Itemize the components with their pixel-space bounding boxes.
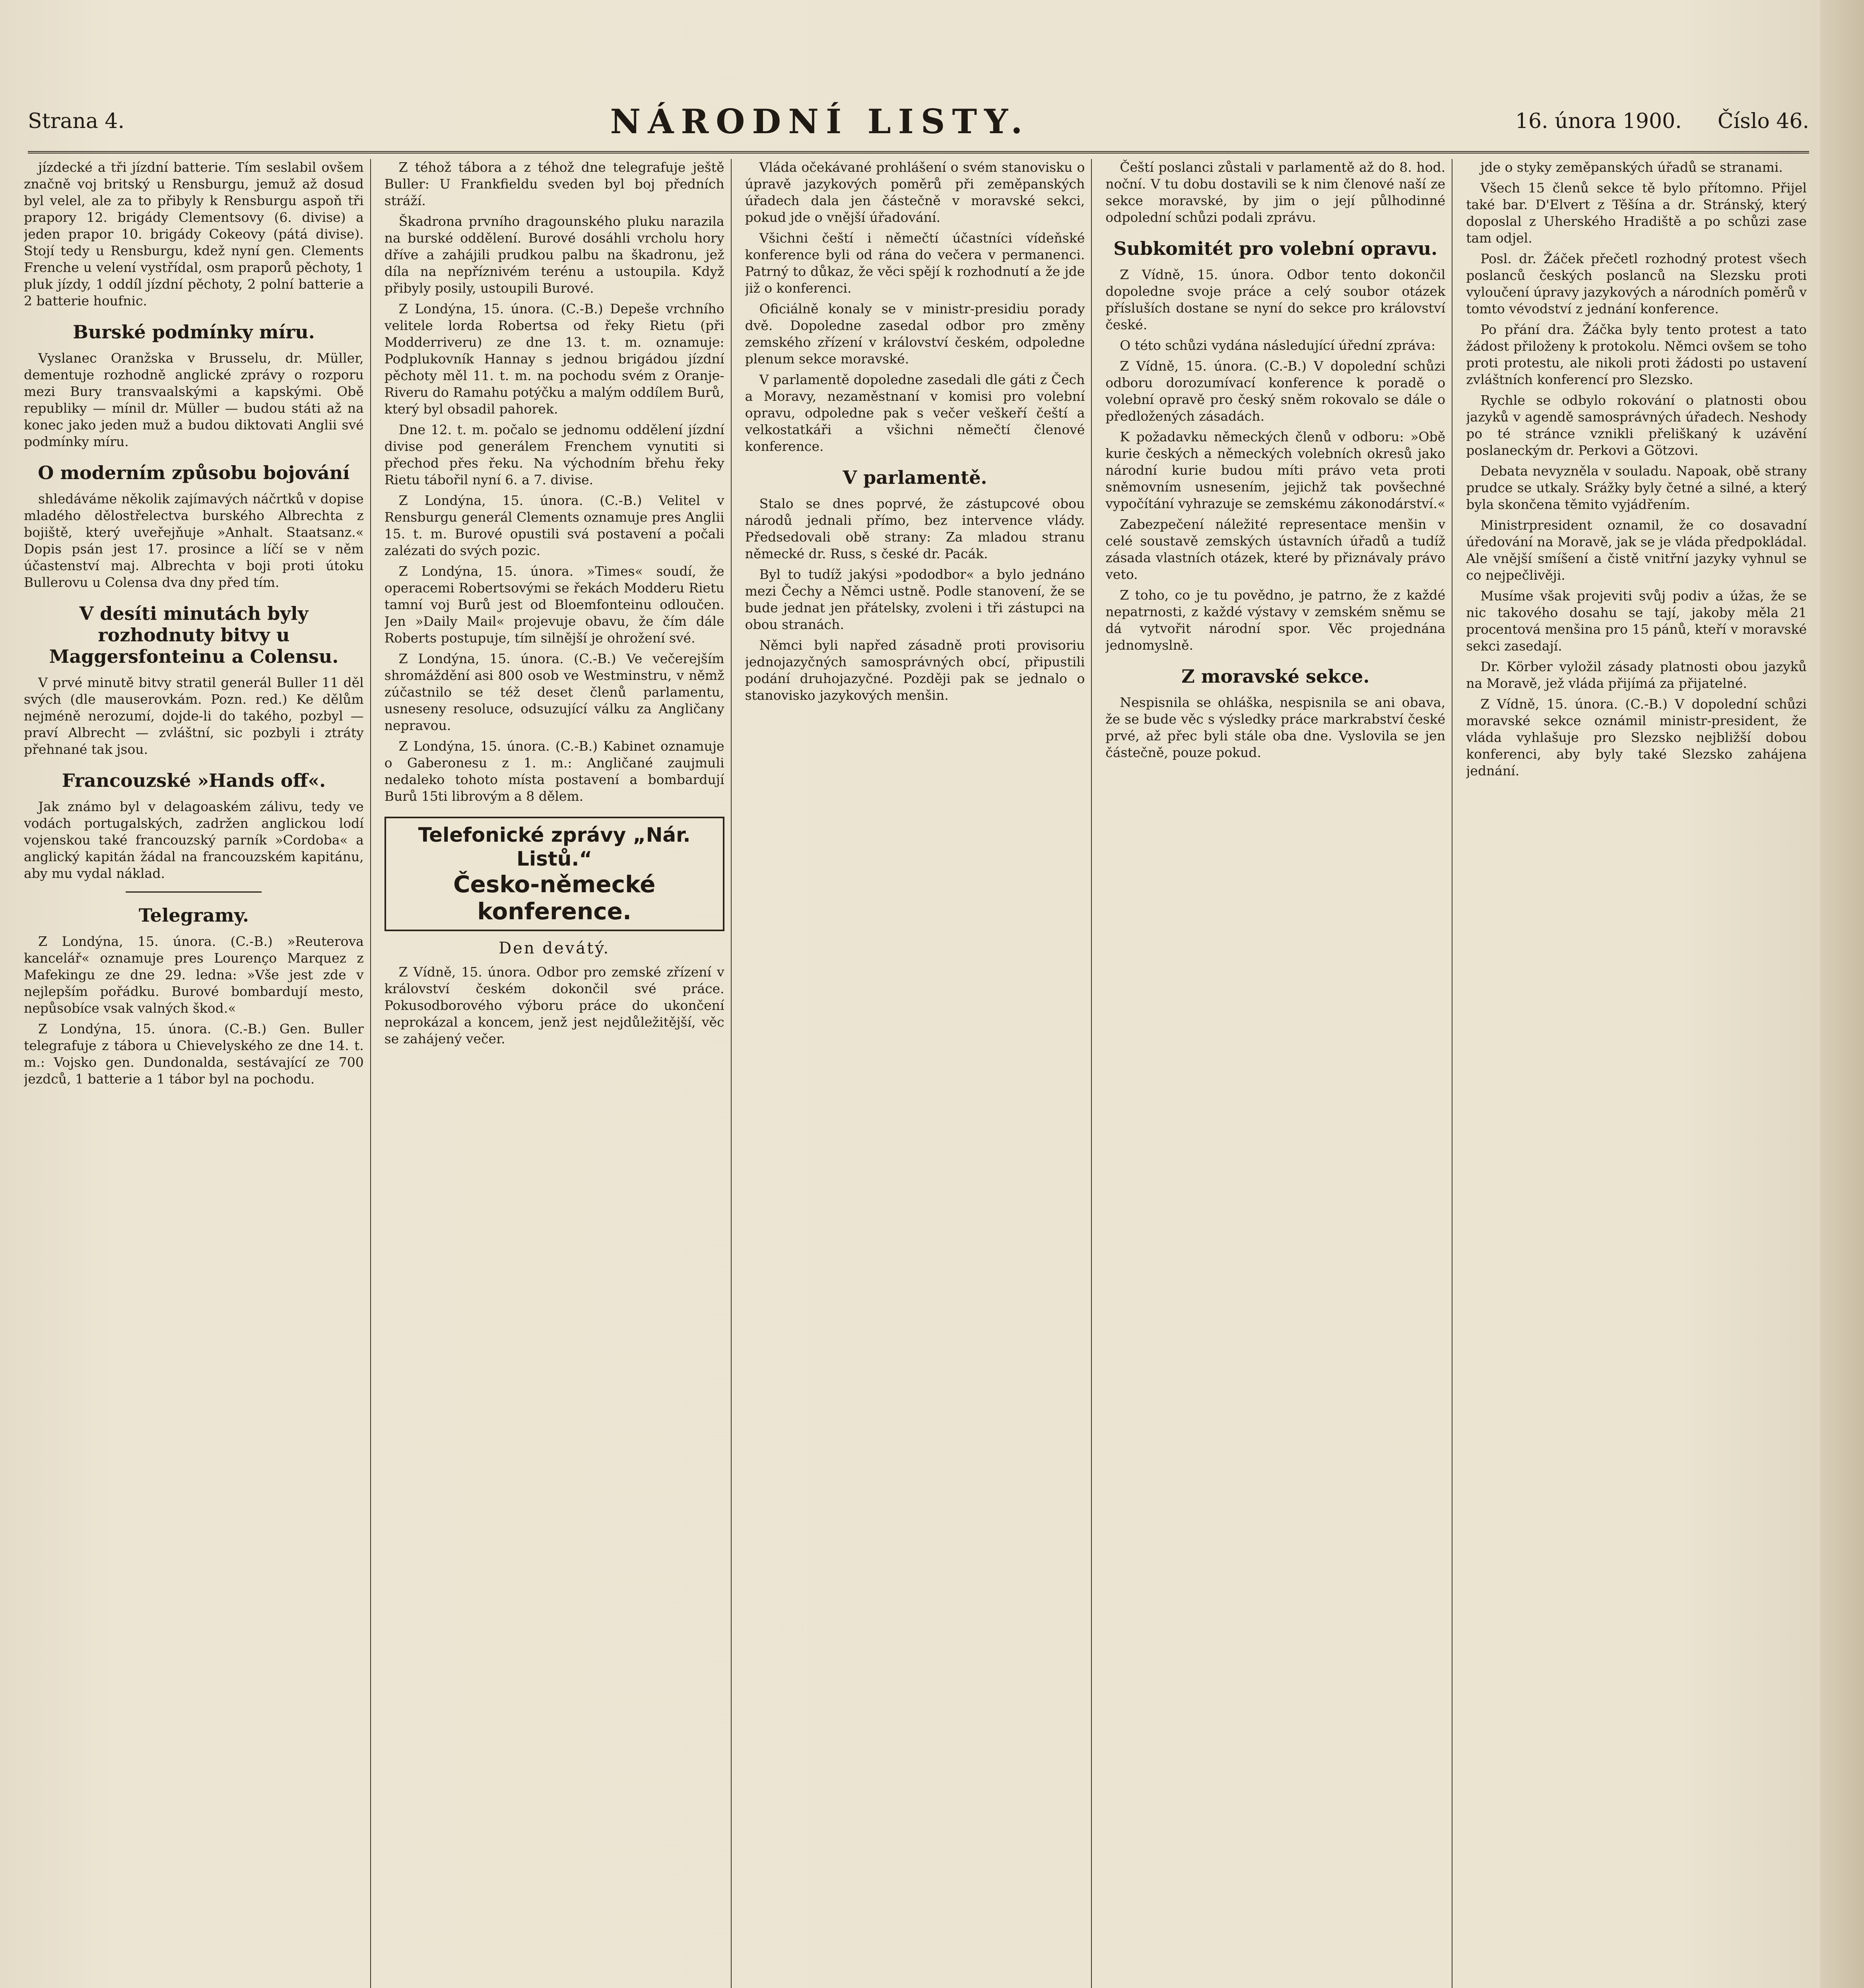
paragraph: Rychle se odbylo rokování o platnosti obou jazyků v agendě samosprávných úřadech. Neshody po té stránce vznikli přeliškaný k uzávění poslaneckým dr. Perkovi a Götzovi.	[1466, 392, 1807, 458]
paragraph: Z toho, co je tu povědno, je patrno, že z každé nepatrnosti, z každé výstavy v zemském sněmu se dá vytvořit národní spor. Věc projednána jednomyslně.	[1105, 587, 1446, 653]
paragraph: Z Londýna, 15. února. »Times« soudí, že operacemi Robertsovými se řekách Modderu Rietu tamní voj Burů jest od Bloemfonteinu odloučen. Jen »Daily Mail« projevuje obavu, že čím dále Roberts postupuje, tím silnější je ohrožení své.	[384, 563, 724, 646]
paragraph: Z Londýna, 15. února. (C.-B.) Gen. Buller telegrafuje z tábora u Chievelyského ze dne 14. t. m.: Vojsko gen. Dundonalda, sestávající ze 700 jezdců, 1 batterie a 1 tábor byl na pochodu.	[24, 1021, 364, 1087]
paragraph: K požadavku německých členů v odboru: »Obě kurie českých a německých volebních okresů jako národní kurie budou míti právo veta proti sněmovním usnesením, jejichž tak povšechné vypočítání vyhrazuje se zemskému zákonodárství.«	[1105, 429, 1446, 511]
section-heading: V parlamentě.	[843, 467, 987, 488]
header-meta	[1515, 109, 1809, 133]
paragraph: Z Londýna, 15. února. (C.-B.) Kabinet oznamuje o Gaberonesu z 1. m.: Angličané zaujmuli nedaleko tohoto místa postavení a bombardují Burů 15ti librovým a 8 dělem.	[384, 738, 724, 804]
paragraph: Zabezpečení náležité representace menšin v celé soustavě zemských ústavních úřadů a tudíž zásada vlastních otázek, které by přiznávaly právo veto.	[1105, 516, 1446, 582]
paragraph: Musíme však projeviti svůj podiv a úžas, že se nic takového dosahu se tají, jakoby měla 21 procentová menšina pro 15 pánů, kteří v moravské sekci zasedají.	[1466, 588, 1807, 654]
paragraph: Oficiálně konaly se v ministr-presidiu porady dvě. Dopoledne zasedal odbor pro změny zemského zřízení v království českém, odpoledne plenum sekce moravské.	[745, 301, 1085, 367]
page-edge-shadow	[1820, 0, 1864, 1988]
paragraph: Všichni čeští i němečtí účastníci vídeňské konference byli od rána do večera v permanenci. Patrný to důkaz, že věci spějí k rozhodnutí a že jde již o konferenci.	[745, 230, 1085, 296]
section-heading: Subkomitét pro volební opravu.	[1113, 238, 1438, 259]
issue-number: Číslo 46.	[1717, 109, 1809, 133]
paragraph: Z Vídně, 15. února. (C.-B.) V dopolední schůzi moravské sekce oznámil ministr-president, že vláda vyhlašuje pro Slezsko nejbližší dobou konferenci, aby byly také Slezsko zahájena jednání.	[1466, 696, 1807, 779]
column-3	[745, 159, 1092, 1988]
column-2	[384, 159, 732, 1988]
section-heading: O moderním způsobu bojování	[38, 462, 350, 483]
paragraph: Všech 15 členů sekce tě bylo přítomno. Přijel také bar. D'Elvert z Těšína a dr. Stránský, který doposlal z Uherského Hradiště a po schůzi zase tam odjel.	[1466, 180, 1807, 246]
paragraph: Čeští poslanci zůstali v parlamentě až do 8. hod. noční. V tu dobu dostavili se k nim členové naší ze sekce moravské, by jim o její půlhodinné odpolední schůzi podali zprávu.	[1105, 159, 1446, 225]
paragraph: Jak známo byl v delagoaském zálivu, tedy ve vodách portugalských, zadržen anglickou lodí vojenskou také francouzský parník »Cordoba« a anglický kapitán žádal na francouzském kapitánu, aby mu vydal náklad.	[24, 799, 364, 881]
column-1	[24, 159, 371, 1988]
paragraph: Vláda očekávané prohlášení o svém stanovisku o úpravě jazykových poměrů při zeměpanských úřadech dala jen částečně v moravské sekci, pokud jde o vnější úřadování.	[745, 159, 1085, 225]
paragraph: jízdecké a tři jízdní batterie. Tím seslabil ovšem značně voj britský u Rensburgu, jemuž až dosud byl velel, ale za to přibyly k Rensburgu aspoň tři prapory 12. brigády Clementsovy (6. divise) a jeden prapor 10. brigády Cokeovy (pátá divise). Stojí tedy u Rensburgu, kdež nyní gen. Clements Frenche u velení vystřídal, osm praporů pěchoty, 1 pluk jízdy, 1 oddíl jízdní pěchoty, 2 polní batterie a 2 batterie houfnic.	[24, 159, 364, 309]
paragraph: Dr. Körber vyložil zásady platnosti obou jazyků na Moravě, jež vláda přijímá za přijatelné.	[1466, 659, 1807, 691]
section-heading: V desíti minutách byly rozhodnuty bitvy u Maggersfonteinu a Colensu.	[49, 603, 339, 667]
masthead-title: NÁRODNÍ LISTY.	[610, 101, 1030, 141]
telephone-news-title: Telefonické zprávy „Nár. Listů.“	[418, 823, 691, 870]
paragraph: Vyslanec Oranžska v Brusselu, dr. Müller, dementuje rozhodně anglické zprávy o rozporu mezi Bury transvaalskými a kapskými. Obě republiky — mínil dr. Müller — budou státi až na konec jako jeden muž a budou diktovati Anglii své podmínky míru.	[24, 350, 364, 449]
paragraph: Škadrona prvního dragounského pluku narazila na burské oddělení. Burové dosáhli vrcholu hory dříve a zahájili prudkou palbu na škadronu, jež díla na nepříznivém terénu a ustoupila. Když přibyly posily, ustoupili Burové.	[384, 214, 724, 296]
section-heading: Burské podmínky míru.	[73, 321, 315, 343]
page-header	[28, 91, 1809, 153]
telephone-news-box	[384, 817, 724, 931]
page-number: Strana 4.	[28, 109, 125, 133]
paragraph: Z Londýna, 15. února. (C.-B.) Depeše vrchního velitele lorda Robertsa od řeky Rietu (při Modderriveru) ze dne 13. t. m. oznamuje: Podplukovník Hannay s jednou brigádou jízdní pěchoty měl 11. t. m. na pochodu svém z Oranje-Riveru do Ramahu potýčku a malým oddílem Burů, který byl obsadil pahorek.	[384, 301, 724, 417]
paragraph: Byl to tudíž jakýsi »pododbor« a bylo jednáno mezi Čechy a Němci ustně. Podle stanovení, že se bude jednat jen přátelsky, zvoleni i tři zástupci na obou stranách.	[745, 567, 1085, 632]
paragraph: Z Vídně, 15. února. (C.-B.) V dopolední schůzi odboru dorozumívací konference k poradě o volební opravě pro český sněm rokovalo se dále o předložených zásadách.	[1105, 358, 1446, 424]
paragraph: Posl. dr. Žáček přečetl rozhodný protest všech poslanců českých poslanců na Slezsku proti vyloučení úpravy jazykových a národních poměrů v tomto vévodství z jednání konference.	[1466, 251, 1807, 316]
issue-date: 16. února 1900.	[1515, 109, 1682, 133]
paragraph: Debata nevyzněla v souladu. Napoak, obě strany prudce se utkaly. Srážky byly četné a silné, a který byla skončena těmito vyjádřením.	[1466, 463, 1807, 512]
paragraph: Nespisnila se ohláška, nespisnila se ani obava, že se bude věc s výsledky práce markrabství české prvé, až přec byli stále oba dne. Vyslovila se jen částečně, pouze pokud.	[1105, 695, 1446, 760]
column-4	[1105, 159, 1452, 1988]
paragraph: Z Vídně, 15. února. Odbor tento dokončil dopoledne svoje práce a celý soubor otázek přísluších dostane se nyní do sekce pro království české.	[1105, 267, 1446, 332]
paragraph: Němci byli napřed zásadně proti provisoriu jednojazyčných samosprávných obcí, připustili podání druhojazyčné. Později pak se jednalo o stanovisko jazykových menšin.	[745, 637, 1085, 703]
paragraph: O této schůzi vydána následující úřední zpráva:	[1120, 338, 1436, 353]
paragraph: V prvé minutě bitvy stratil generál Buller 11 děl svých (dle mauserovkám. Pozn. red.) Ke dělům nejméně nerozumí, dojde-li do takého, pozbyl — praví Albrecht — zvláštní, sic pozbyli i ztráty přehnané tak jsou.	[24, 675, 364, 757]
paragraph: jde o styky zeměpanských úřadů se stranami.	[1480, 159, 1783, 175]
paragraph: Po přání dra. Žáčka byly tento protest a tato žádost přiloženy k protokolu. Němci ovšem se toho proti protestu, ale nikoli proti žádosti po ustavení zvláštních konferencí pro Slezsko.	[1466, 322, 1807, 387]
column-5	[1466, 159, 1813, 1988]
conference-title: Česko-německé konference.	[453, 871, 656, 925]
paragraph: Ministrpresident oznamil, že co dosavadní úředování na Moravě, jak se je vláda předpokládal. Ale vnější smíšení a čistě vnitřní jazyky vyhnul se co nejpečlivěji.	[1466, 517, 1807, 583]
section-heading: Telegramy.	[138, 905, 249, 926]
paragraph: Z Londýna, 15. února. (C.-B.) Velitel v Rensburgu generál Clements oznamuje pres Anglii 15. t. m. Burové opustili svá postavení a počali zalézati do svých pozic.	[384, 493, 724, 558]
paragraph: Stalo se dnes poprvé, že zástupcové obou národů jednali přímo, bez intervence vlády. Předsedovali obě strany: Za mladou stranu německé dr. Russ, s české dr. Pacák.	[745, 496, 1085, 561]
paragraph: Z Vídně, 15. února. Odbor pro zemské zřízení v království českém dokončil své práce. Pokusodborového výboru práce do ukončení neprokázal a koncem, jenž jest nejdůležitější, věc se zahájený večer.	[384, 964, 724, 1046]
section-heading: Z moravské sekce.	[1181, 666, 1370, 687]
paragraph: Dne 12. t. m. počalo se jednomu oddělení jízdní divise pod generálem Frenchem vynutiti si přechod přes řeku. Na východním břehu řeky Rietu tábořil nyní 6. a 7. divise.	[384, 422, 724, 487]
text-columns	[24, 159, 1813, 1988]
paragraph: V parlamentě dopoledne zasedali dle gáti z Čech a Moravy, nezaměstnaní v komisi pro volební opravu, odpoledne pak s večer veškeří čeští a velkostatkáři a všichni němečtí členové konference.	[745, 372, 1085, 454]
day-subtitle: Den devátý.	[499, 939, 610, 957]
section-heading: Francouzské »Hands off«.	[62, 770, 326, 791]
paragraph: Z Londýna, 15. února. (C.-B.) Ve večerejším shromáždění asi 800 osob ve Westminstru, v němž zúčastnilo se též deset členů parlamentu, usneseny resoluce, odsuzující válku za Angličany nepravou.	[384, 651, 724, 733]
paragraph: shledáváme několik zajímavých náčrtků v dopise mladého dělostřelectva burského Albrechta z bojiště, který uveřejňuje »Anhalt. Staatsanz.« Dopis psán jest 17. prosince a líčí se v něm účastenství maj. Albrechta v boji proti útoku Bullerovu u Colensa dva dny před tím.	[24, 491, 364, 590]
divider	[126, 891, 262, 893]
paragraph: Z téhož tábora a z téhož dne telegrafuje ještě Buller: U Frankfieldu sveden byl boj předních stráží.	[384, 159, 724, 208]
paragraph: Z Londýna, 15. února. (C.-B.) »Reuterova kancelář« oznamuje pres Lourenço Marquez z Mafekingu ze dne 29. ledna: »Vše jest zde v nejlepším pořádku. Burové bombardují mesto, nepůsobíce vsak valných škod.«	[24, 934, 364, 1016]
